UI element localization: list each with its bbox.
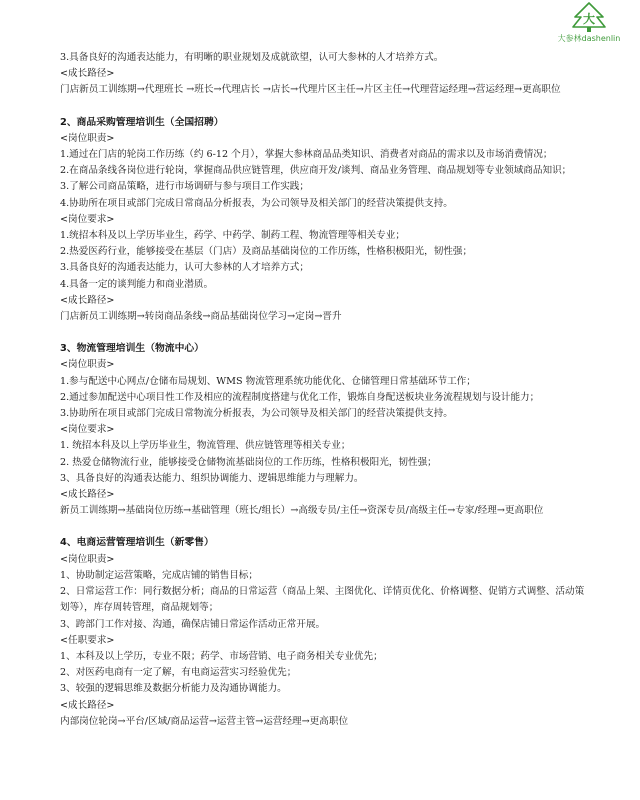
section-1-item-3: 门店新员工训练期→代理班长 →班长→代理店长 →店长→代理片区主任→片区主任→代理营运经理→营运经理→更高职位 [60, 84, 561, 96]
section-3-item-10: 新员工训练期→基础岗位历练→基础管理（班长/组长）→高级专员/主任→资深专员/高级主任→专家/经理→更高职位 [60, 505, 544, 517]
section-4-item-4: 3、跨部门工作对接、沟通，确保店铺日常运作活动正常开展。 [60, 618, 326, 630]
section-2-item-4: 3.了解公司商品策略，进行市场调研与参与项目工作实践； [60, 181, 309, 193]
dashenlin-tree-icon [572, 2, 606, 34]
section-3-item-3: 2.通过参加配送中心项目性工作及相应的流程制度搭建与优化工作，锻炼自身配送板块业务流程规划与设计能力； [60, 391, 540, 403]
section-2-item-10: 4.具备一定的谈判能力和商业潜质。 [60, 278, 214, 290]
section-3-item-6: 1. 统招本科及以上学历毕业生，物流管理、供应链管理等相关专业； [60, 440, 351, 452]
section-4-item-10: 内部岗位轮岗→平台/区域/商品运营→运营主管→运营经理→更高职位 [60, 715, 349, 727]
section-4-item-9: <成长路径> [60, 699, 115, 711]
section-3-item-9: <成长路径> [60, 489, 115, 501]
section-2-title: 2、商品采购管理培训生（全国招聘） [60, 116, 224, 128]
section-4-item-7: 2、对医药电商有一定了解，有电商运营实习经验优先； [60, 667, 297, 679]
section-2-item-2: 1.通过在门店的轮岗工作历练（约 6-12 个月），掌握大参林商品品类知识、消费者对商品的需求以及市场消费情况； [60, 149, 553, 161]
svg-text:大: 大 [582, 12, 596, 26]
section-4-item-2: 1、协助制定运营策略，完成店铺的销售目标； [60, 569, 258, 581]
section-1-item-2: <成长路径> [60, 68, 115, 80]
section-2-item-5: 4.协助所在项目或部门完成日常商品分析报表，为公司领导及相关部门的经营决策提供支持。 [60, 197, 453, 209]
document-content [60, 50, 588, 730]
section-2-item-7: 1.统招本科及以上学历毕业生，药学、中药学、制药工程、物流管理等相关专业； [60, 230, 405, 242]
section-3-item-1: <岗位职责> [60, 359, 115, 371]
section-2-item-11: <成长路径> [60, 294, 115, 306]
section-4-item-5: <任职要求> [60, 634, 115, 646]
section-3-item-8: 3、具备良好的沟通表达能力、组织协调能力、逻辑思维能力与理解力。 [60, 472, 364, 484]
section-3-item-2: 1.参与配送中心网点/仓储布局规划、WMS 物流管理系统功能优化、仓储管理日常基础环节工作； [60, 375, 476, 387]
section-4-item-6: 1、本科及以上学历，专业不限；药学、市场营销、电子商务相关专业优先； [60, 650, 383, 662]
logo-brand-text: 大参林dashenlin [557, 34, 621, 43]
section-2-item-3: 2.在商品条线各岗位进行轮岗，掌握商品供应链管理，供应商开发/谈判、商品业务管理、商品规划等专业领域商品知识； [60, 165, 572, 177]
section-3-item-7: 2. 热爱仓储物流行业，能够接受仓储物流基础岗位的工作历练，性格积极阳光，韧性强； [60, 456, 437, 468]
section-2-item-9: 3.具备良好的沟通表达能力，认可大参林的人才培养方式； [60, 262, 309, 274]
section-4-item-8: 3、较强的逻辑思维及数据分析能力及沟通协调能力。 [60, 683, 287, 695]
section-2-item-1: <岗位职责> [60, 132, 115, 144]
company-logo [546, 2, 632, 44]
section-2-item-8: 2.热爱医药行业，能够接受在基层（门店）及商品基础岗位的工作历练，性格积极阳光，韧性强； [60, 246, 473, 258]
section-4-title: 4、电商运营管理培训生（新零售） [60, 537, 214, 549]
section-4-item-3: 2、日常运营工作：同行数据分析；商品的日常运营（商品上架、主图优化、详情页优化、价格调整、促销方式调整、活动策划等），库存周转管理，商品规划等； [60, 586, 585, 614]
section-3-title: 3、物流管理培训生（物流中心） [60, 343, 204, 355]
section-3-item-4: 3.协助所在项目或部门完成日常物流分析报表，为公司领导及相关部门的经营决策提供支持。 [60, 408, 453, 420]
section-2-item-12: 门店新员工训练期→转岗商品条线→商品基础岗位学习→定岗→晋升 [60, 311, 342, 323]
section-3-item-5: <岗位要求> [60, 424, 115, 436]
section-4-item-1: <岗位职责> [60, 553, 115, 565]
section-1-item-1: 3.具备良好的沟通表达能力，有明晰的职业规划及成就欲望，认可大参林的人才培养方式。 [60, 52, 444, 63]
section-2-item-6: <岗位要求> [60, 213, 115, 225]
